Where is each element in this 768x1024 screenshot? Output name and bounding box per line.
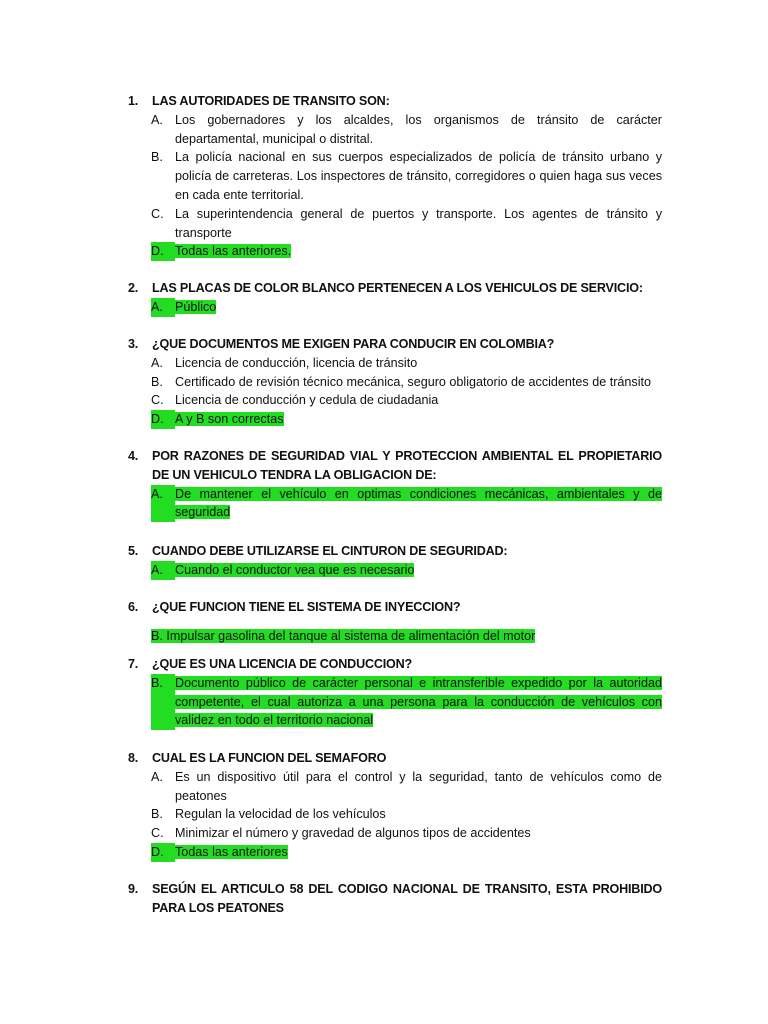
correct-option [151,242,662,261]
option-text: Licencia de conducción y cedula de ciudadania [175,393,439,408]
option-letter: D. [151,410,175,429]
correct-option [151,485,662,523]
question-number: 9. [128,882,139,896]
option-letter: C. [151,206,164,221]
option-text-highlighted: Todas las anteriores [175,844,288,859]
answer-text-highlighted: B. Impulsar gasolina del tanque al sistema de alimentación del motor [151,628,536,643]
option-letter: B. [151,807,163,822]
option-text: La superintendencia general de puertos y transporte. Los agentes de tránsito y transporte [175,206,662,240]
option-letter: A. [151,355,163,370]
option-letter: B. [151,150,163,165]
correct-option [151,410,662,429]
correct-option [151,674,662,730]
question-number: 3. [128,337,139,351]
option-text: Minimizar el número y gravedad de algunos tipos de accidentes [175,826,531,841]
option-letter: B. [151,674,175,730]
correct-option [151,843,662,862]
option-text: La policía nacional en sus cuerpos especializados de policía de tránsito urbano y policía de carreteras. Los inspectores de tránsito, corregidores o quien haga sus veces en cada ente territorial. [175,150,662,202]
option [151,391,662,410]
option-text: Certificado de revisión técnico mecánica, seguro obligatorio de accidentes de tránsito [175,374,652,389]
question-8 [128,749,662,862]
question-number: 5. [128,544,139,558]
question-number: 1. [128,94,139,108]
option-text-highlighted: Documento público de carácter personal e intransferible expedido por la autoridad competente, el cual autoriza a una persona para la conducción de vehículos con validez en todo el territorio nacional [175,675,662,728]
correct-option [151,561,662,580]
question-text: ¿QUE FUNCION TIENE EL SISTEMA DE INYECCION? [152,600,461,614]
question-5 [128,542,662,580]
option-text-highlighted: Cuando el conductor vea que es necesario [175,562,415,577]
option-letter: C. [151,393,164,408]
question-number: 8. [128,751,139,765]
option-letter: A. [151,769,163,784]
option [151,373,662,392]
correct-answer-line [151,627,662,646]
option-text: Regulan la velocidad de los vehículos [175,807,386,822]
option-text: Licencia de conducción, licencia de tránsito [175,355,418,370]
option-letter: A. [151,298,175,317]
question-6 [128,598,662,646]
option [151,824,662,843]
question-text: SEGÚN EL ARTICULO 58 DEL CODIGO NACIONAL DE TRANSITO, ESTA PROHIBIDO PARA LOS PEATONES [152,882,662,915]
option [151,768,662,806]
question-3 [128,335,662,429]
question-number: 4. [128,449,139,463]
option [151,111,662,149]
question-text: ¿QUE DOCUMENTOS ME EXIGEN PARA CONDUCIR EN COLOMBIA? [152,337,555,351]
option [151,354,662,373]
option [151,805,662,824]
question-text: CUANDO DEBE UTILIZARSE EL CINTURON DE SEGURIDAD: [152,544,508,558]
option [151,148,662,204]
question-7 [128,655,662,730]
question-number: 6. [128,600,139,614]
question-number: 7. [128,657,139,671]
option-text-highlighted: Todas las anteriores. [175,244,292,259]
question-4 [128,447,662,522]
question-number: 2. [128,281,139,295]
option-text-highlighted: A y B son correctas [175,412,284,427]
option-text: Los gobernadores y los alcaldes, los organismos de tránsito de carácter departamental, municipal o distrital. [175,112,662,146]
option [151,205,662,243]
option-letter: A. [151,561,175,580]
question-text: CUAL ES LA FUNCION DEL SEMAFORO [152,751,387,765]
option-letter: B. [151,374,163,389]
question-text: ¿QUE ES UNA LICENCIA DE CONDUCCION? [152,657,413,671]
option-letter: A. [151,485,175,523]
question-2 [128,279,662,317]
option-letter: D. [151,242,175,261]
correct-option [151,298,662,317]
option-letter: C. [151,826,164,841]
question-text: LAS AUTORIDADES DE TRANSITO SON: [152,94,390,108]
question-text: LAS PLACAS DE COLOR BLANCO PERTENECEN A LOS VEHICULOS DE SERVICIO: [152,281,643,295]
question-1 [128,92,662,261]
question-9 [128,880,662,918]
option-text-highlighted: Público [175,299,217,314]
option-text: Es un dispositivo útil para el control y la seguridad, tanto de vehículos como de peatones [175,769,662,803]
option-text-highlighted: De mantener el vehículo en optimas condiciones mecánicas, ambientales y de seguridad [175,486,662,520]
option-letter: A. [151,112,163,127]
option-letter: D. [151,843,175,862]
question-text: POR RAZONES DE SEGURIDAD VIAL Y PROTECCION AMBIENTAL EL PROPIETARIO DE UN VEHICULO TENDRA LA OBLIGACION DE: [152,449,662,482]
